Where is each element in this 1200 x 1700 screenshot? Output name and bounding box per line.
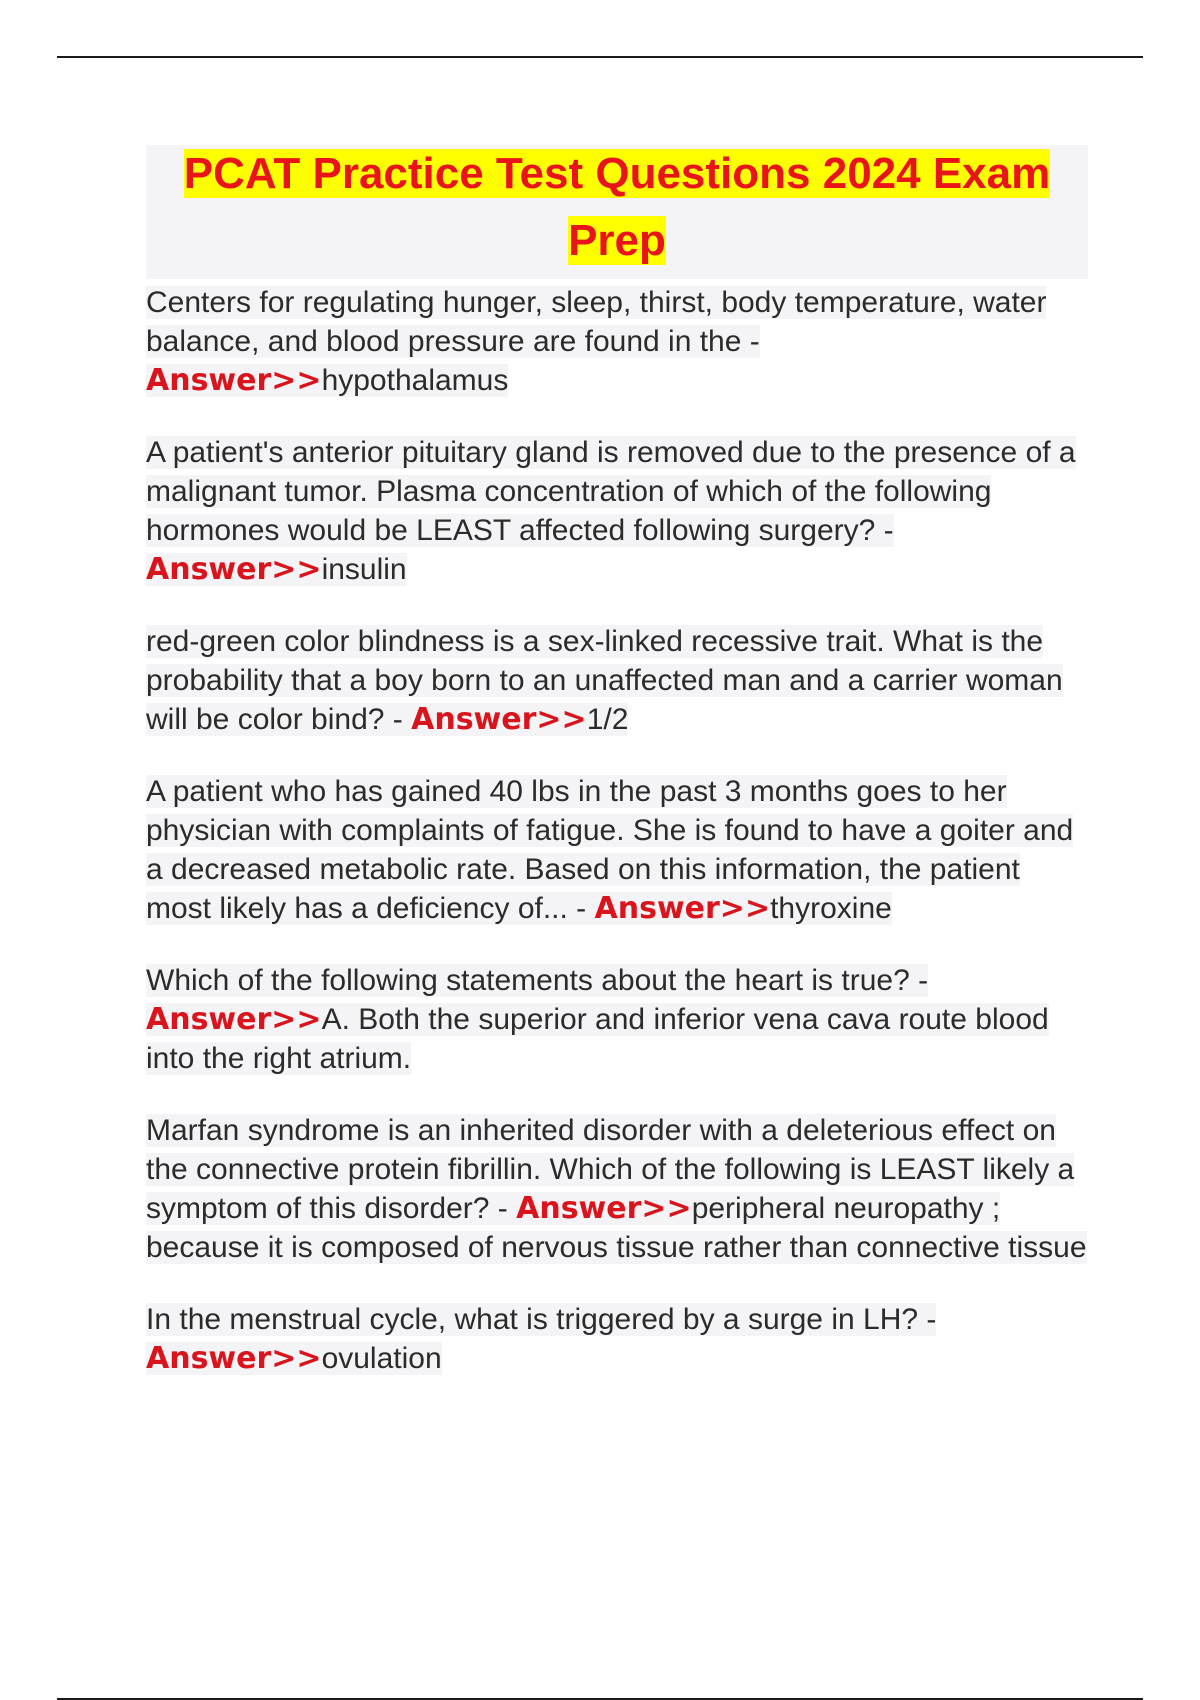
- question-text: Marfan syndrome is an inherited disorder with a deleterious effect on the connective protein fibrillin. Which of the following is LEAST likely a symptom of this disorder? -: [146, 1114, 1075, 1225]
- question-text: A patient's anterior pituitary gland is removed due to the presence of a malignant tumor. Plasma concentration of which of the following hormones would be LEAST affected following surgery? -: [146, 436, 1076, 547]
- page-title: PCAT Practice Test Questions 2024 Exam Prep: [183, 149, 1051, 265]
- answer-text: insulin: [321, 553, 407, 586]
- title-block: [146, 145, 1088, 279]
- answer-label: Answer>>: [146, 552, 322, 587]
- answer-text: hypothalamus: [321, 364, 509, 397]
- answer-text: thyroxine: [770, 892, 892, 925]
- qa-item-6: [146, 1111, 1088, 1267]
- answer-label: Answer>>: [146, 363, 322, 398]
- question-text: Centers for regulating hunger, sleep, thirst, body temperature, water balance, and blood pressure are found in the -: [146, 286, 1047, 358]
- answer-label: Answer>>: [146, 1002, 322, 1037]
- answer-label: Answer>>: [411, 702, 587, 737]
- answer-text: A. Both the superior and inferior vena cava route blood into the right atrium.: [146, 1003, 1049, 1075]
- top-rule: [57, 56, 1143, 58]
- answer-text: ovulation: [321, 1342, 442, 1375]
- question-text: Which of the following statements about the heart is true? -: [146, 964, 929, 997]
- question-text: A patient who has gained 40 lbs in the past 3 months goes to her physician with complaints of fatigue. She is found to have a goiter and a decreased metabolic rate. Based on this information, the patient most likely has a deficiency of... -: [146, 775, 1074, 925]
- answer-text: 1/2: [586, 703, 629, 736]
- answer-label: Answer>>: [146, 1341, 322, 1376]
- question-text: In the menstrual cycle, what is triggered by a surge in LH? -: [146, 1303, 937, 1336]
- answer-label: Answer>>: [594, 891, 771, 926]
- qa-item-7: [146, 1300, 1088, 1378]
- qa-item-4: [146, 772, 1088, 928]
- answer-text: peripheral neuropathy ; because it is composed of nervous tissue rather than connective tissue: [146, 1192, 1087, 1264]
- qa-item-2: [146, 433, 1088, 589]
- question-text: red-green color blindness is a sex-linked recessive trait. What is the probability that a boy born to an unaffected man and a carrier woman will be color bind? -: [146, 625, 1063, 736]
- document-body: [146, 145, 1088, 1411]
- qa-item-3: [146, 622, 1088, 739]
- answer-label: Answer>>: [516, 1191, 692, 1226]
- qa-item-5: [146, 961, 1088, 1078]
- qa-item-1: [146, 283, 1088, 400]
